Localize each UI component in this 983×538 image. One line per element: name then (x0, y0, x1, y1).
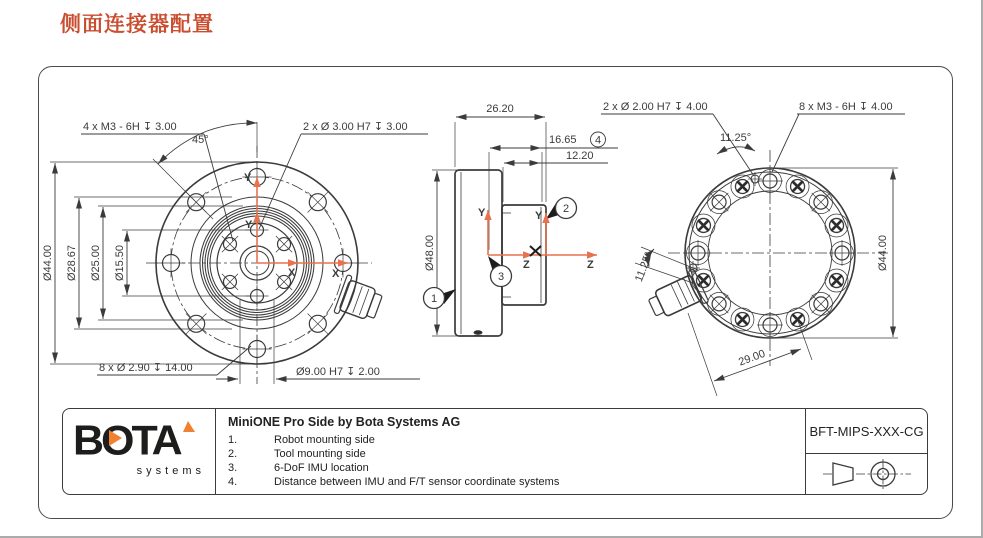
front-dowel-callout: 2 x Ø 3.00 H7 ↧ 3.00 (303, 121, 408, 133)
page-title: 侧面连接器配置 (60, 12, 214, 36)
side-axis-z-imu: Z (523, 259, 530, 271)
product-title: MiniONE Pro Side by Bota Systems AG (228, 415, 461, 429)
balloon-3-label: 3 (497, 270, 505, 283)
note-4-text: Distance between IMU and F/T sensor coordinate systems (274, 476, 560, 488)
front-axis-y-label: Y (244, 172, 252, 184)
logo-play-triangle-icon (109, 430, 122, 446)
front-thread-callout: 4 x M3 - 6H ↧ 3.00 (83, 121, 177, 133)
dim-imu-distance: 16.65 (549, 134, 577, 146)
title-block (62, 408, 928, 495)
logo-a-triangle-icon (183, 421, 195, 432)
back-view (601, 101, 905, 396)
back-dim-29: 29.00 (736, 347, 767, 369)
balloon-callouts (424, 198, 577, 309)
front-bolt-callout: 8 x Ø 2.90 ↧ 14.00 (99, 362, 193, 374)
note-3-num: 3. (228, 462, 238, 474)
back-dowel-callout: 2 x Ø 2.00 H7 ↧ 4.00 (603, 101, 708, 113)
back-angle-top: 11.25° (720, 132, 752, 144)
balloon-2-label: 2 (562, 202, 570, 215)
note-4-num: 4. (228, 476, 238, 488)
back-thread-callout: 8 x M3 - 6H ↧ 4.00 (799, 101, 893, 113)
note-row (228, 461, 793, 475)
dim-tool-offset: 12.20 (566, 150, 594, 162)
side-axis-y-ft: Y (535, 210, 543, 222)
side-dims (424, 103, 618, 336)
balloon-1-label: 1 (430, 292, 438, 305)
side-axis-z-ft: Z (587, 259, 594, 271)
part-number: BFT-MIPS-XXX-CG (806, 409, 927, 454)
note-3-text: 6-DoF IMU location (274, 462, 369, 474)
note-2-text: Tool mounting side (274, 448, 366, 460)
title-block-right (805, 409, 927, 494)
logo-subtitle: systems (136, 465, 205, 477)
note-1-num: 1. (228, 434, 238, 446)
logo-text: BOTA (73, 417, 180, 465)
note-row (228, 447, 793, 461)
side-axes (478, 207, 597, 271)
back-dim-dia-44: Ø44.00 (877, 234, 889, 272)
sensor-body (455, 170, 505, 336)
front-axis-y-imu-label: Y (245, 219, 253, 231)
front-center-bore-dim: Ø9.00 H7 ↧ 2.00 (296, 366, 380, 378)
drawing-notes (216, 409, 805, 494)
dim-dia-155: Ø15.50 (114, 244, 126, 282)
front-axis-x-label: X (332, 268, 340, 280)
side-view (424, 103, 619, 336)
back-angle-side: 11.25° (633, 250, 656, 284)
note-1-text: Robot mounting side (274, 434, 375, 446)
front-angle-45: 45° (192, 134, 209, 146)
note-2-num: 2. (228, 448, 238, 460)
dim-dia-25: Ø25.00 (90, 244, 102, 282)
dim-dia-2867: Ø28.67 (66, 244, 78, 282)
dim-overall-width: 26.20 (486, 103, 514, 115)
note-row (228, 475, 793, 489)
dim-dia-48: Ø48.00 (424, 234, 436, 272)
dim-dia-44: Ø44.00 (42, 244, 54, 282)
note-row (228, 433, 793, 447)
projection-symbol (806, 454, 927, 494)
bota-logo (63, 409, 216, 494)
front-axis-x-imu-label: X (288, 267, 296, 279)
third-angle-projection-icon (821, 456, 913, 492)
set-screw (474, 330, 483, 334)
front-view (42, 121, 428, 384)
back-top-callouts (601, 101, 905, 176)
side-axis-y-imu: Y (478, 207, 486, 219)
note-ref-4: 4 (594, 134, 602, 147)
